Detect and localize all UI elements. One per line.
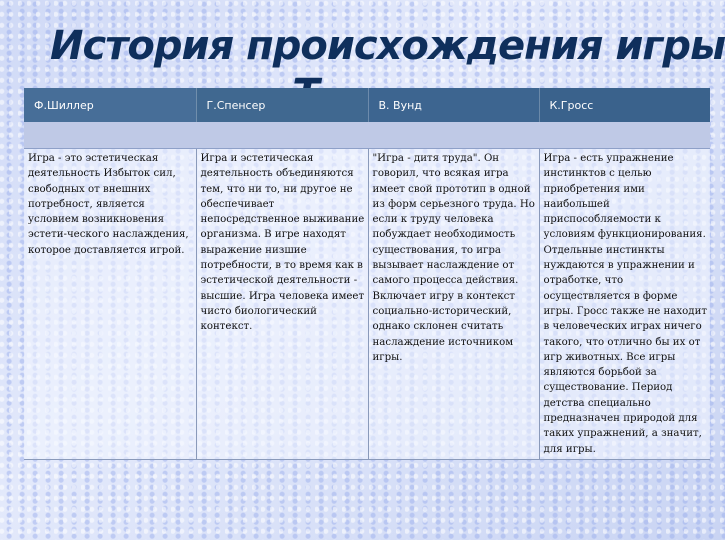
spacer-row [24, 122, 710, 149]
theories-table [24, 88, 711, 460]
cell-schiller: Игра - это эстетическая деятельность Избыток сил, свободных от внешних потребност, является условием возникновения эстети-ческого наслаждения, которое доставляется игрой. [24, 149, 196, 460]
header-groos: К.Гросс [539, 88, 710, 122]
header-row [24, 88, 710, 122]
cell-wundt: "Игра - дитя труда". Он говорил, что всякая игра имеет свой прототип в одной из форм серьезного труда. Но если к труду человека побуждает необходимость существования, то игра вызывает наслаждение от самого процесса действия. Включает игру в контекст социально-исторический, однако склонен считать наслаждение источником игры. [368, 149, 539, 460]
cell-spencer: Игра и эстетическая деятельность объединяются тем, что ни то, ни другое не обеспечивает непосредственное выживание организма. В игре находят выражение низшие потребности, в то время как в эстетической деятельности - высшие. Игра человека имеет чисто биологический контекст. [196, 149, 368, 460]
slide-title: История происхождения игры [50, 23, 725, 69]
cell-groos: Игра - есть упражнение инстинктов с целью приобретения ими наибольшей приспособляемости к условиям функционирования. Отдельные инстинкты нуждаются в упражнении и отработке, что осуществляется в форме игры. Гросс также не находит в человеческих играх ничего такого, что отлично бы их от игр животных. Все игры являются борьбой за существование. Период детства специально предназначен природой для таких упражнений, а значит, для игры. [539, 149, 710, 460]
table-row [24, 149, 710, 460]
header-schiller: Ф.Шиллер [24, 88, 196, 122]
header-wundt: В. Вунд [368, 88, 539, 122]
header-spencer: Г.Спенсер [196, 88, 368, 122]
